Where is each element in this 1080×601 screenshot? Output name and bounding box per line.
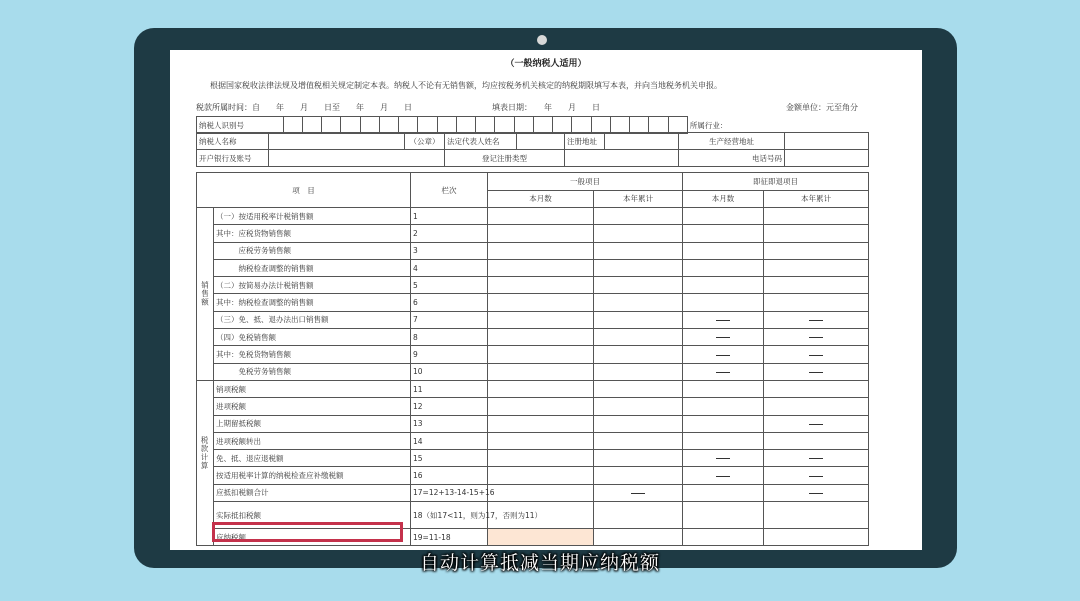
value-cell[interactable] [594,329,683,346]
value-cell[interactable] [488,346,594,363]
value-cell[interactable] [488,311,594,328]
section-sales-label: 销售额 [197,208,214,381]
bank-account-field[interactable] [269,150,445,167]
value-cell[interactable] [764,380,869,397]
value-cell[interactable] [764,259,869,276]
row-index: 13 [411,415,488,432]
row-label: 应税劳务销售额 [214,242,411,259]
payable-tax-cell[interactable] [488,529,594,546]
reg-type-label: 登记注册类型 [445,150,565,167]
id-cell[interactable] [495,117,514,134]
row-label: 其中：应税货物销售额 [214,225,411,242]
phone-field[interactable] [785,150,869,167]
value-cell[interactable] [488,484,594,501]
value-cell[interactable] [764,432,869,449]
value-cell[interactable] [488,225,594,242]
value-cell[interactable] [594,294,683,311]
value-cell[interactable] [594,529,683,546]
row-label: 其中：免税货物销售额 [214,346,411,363]
value-cell[interactable] [594,208,683,225]
value-cell[interactable] [488,432,594,449]
value-cell[interactable] [488,294,594,311]
id-cell[interactable] [379,117,398,134]
row-label: 按适用税率计算的纳税检查应补缴税额 [214,467,411,484]
value-cell[interactable] [594,398,683,415]
reg-address-field[interactable] [605,133,679,150]
id-cell[interactable] [572,117,591,134]
value-cell[interactable] [488,380,594,397]
value-cell[interactable] [594,259,683,276]
value-cell[interactable] [764,398,869,415]
phone-label: 电话号码 [679,150,785,167]
header-month-refund: 本月数 [683,190,764,208]
row-label: 应抵扣税额合计 [214,484,411,501]
na-dash [683,467,764,484]
taxpayer-id-label: 纳税人识别号 [197,117,284,134]
value-cell[interactable] [594,432,683,449]
id-cell[interactable] [302,117,321,134]
row-label: （一）按适用税率计税销售额 [214,208,411,225]
row-index: 19=11-18 [411,529,488,546]
reg-type-field[interactable] [565,150,679,167]
header-index: 栏次 [411,173,488,208]
id-cell[interactable] [341,117,360,134]
fill-date-label: 填表日期： 年 月 日 [492,103,600,112]
na-dash [683,346,764,363]
tax-form-screen [170,50,922,550]
row-index: 17=12+13-14-15+16 [411,484,488,501]
na-dash [683,329,764,346]
id-cell[interactable] [649,117,668,134]
row-label-highlighted: 应纳税额 [214,529,411,546]
row-index: 10 [411,363,488,380]
na-dash [764,467,869,484]
value-cell[interactable] [683,484,764,501]
id-cell[interactable] [399,117,418,134]
biz-address-label: 生产经营地址 [679,133,785,150]
value-cell[interactable] [488,208,594,225]
row-index: 6 [411,294,488,311]
legal-rep-field[interactable] [517,133,565,150]
value-cell[interactable] [488,329,594,346]
value-cell[interactable] [683,415,764,432]
industry-label: 所属行业： [689,120,728,130]
highlight-box [212,522,403,542]
value-cell[interactable] [764,225,869,242]
row-index: 16 [411,467,488,484]
value-cell[interactable] [594,311,683,328]
value-cell[interactable] [683,529,764,546]
form-title: （一般纳税人适用） [505,59,587,69]
value-cell[interactable] [594,467,683,484]
id-cell[interactable] [553,117,572,134]
na-dash [594,484,683,501]
row-index: 1 [411,208,488,225]
row-label: 实际抵扣税额 [214,502,411,529]
value-cell[interactable] [488,467,594,484]
na-dash [764,484,869,501]
value-cell[interactable] [594,225,683,242]
header-year-refund: 本年累计 [764,190,869,208]
value-cell[interactable] [594,242,683,259]
value-cell[interactable] [764,208,869,225]
id-cell[interactable] [456,117,475,134]
na-dash [683,450,764,467]
value-cell[interactable] [488,242,594,259]
unit-label: 金额单位：元至角分 [786,103,858,112]
na-dash [683,311,764,328]
value-cell[interactable] [488,363,594,380]
id-cell[interactable] [322,117,341,134]
value-cell[interactable] [764,502,869,529]
value-cell[interactable] [764,277,869,294]
na-dash [764,450,869,467]
value-cell[interactable] [683,432,764,449]
na-dash [764,415,869,432]
row-index: 3 [411,242,488,259]
na-dash [764,346,869,363]
header-year-general: 本年累计 [594,190,683,208]
row-label: 免、抵、退应退税额 [214,450,411,467]
value-cell[interactable] [594,502,683,529]
row-label: 纳税检查调整的销售额 [214,259,411,276]
id-cell[interactable] [668,117,687,134]
row-index: 18（如17<11，则为17，否则为11） [411,502,488,529]
id-cell[interactable] [630,117,649,134]
video-subtitle: 自动计算抵减当期应纳税额 [419,552,660,574]
row-index: 14 [411,432,488,449]
value-cell[interactable] [683,398,764,415]
header-month-general: 本月数 [488,190,594,208]
value-cell[interactable] [764,294,869,311]
id-cell[interactable] [360,117,379,134]
id-cell[interactable] [533,117,552,134]
header-item: 项 目 [197,173,411,208]
row-index: 7 [411,311,488,328]
value-cell[interactable] [683,294,764,311]
row-index: 9 [411,346,488,363]
value-cell[interactable] [683,242,764,259]
row-index: 15 [411,450,488,467]
value-cell[interactable] [594,415,683,432]
value-cell[interactable] [683,225,764,242]
row-index: 12 [411,398,488,415]
row-label: （三）免、抵、退办法出口销售额 [214,311,411,328]
form-note: 根据国家税收法律法规及增值税相关规定制定本表。纳税人不论有无销售额，均应按税务机关核定的纳税期限填写本表，并向当地税务机关申报。 [210,81,722,90]
legal-rep-label: 法定代表人姓名 [445,133,517,150]
row-index: 11 [411,380,488,397]
taxpayer-detail-table [196,132,869,167]
na-dash [764,363,869,380]
value-cell[interactable] [683,208,764,225]
value-cell[interactable] [488,259,594,276]
value-cell[interactable] [683,259,764,276]
na-dash [764,311,869,328]
row-index: 5 [411,277,488,294]
na-dash [683,363,764,380]
row-label: 免税劳务销售额 [214,363,411,380]
value-cell[interactable] [488,277,594,294]
biz-address-field[interactable] [785,133,869,150]
row-index: 2 [411,225,488,242]
seal-label: （公章） [405,133,445,150]
value-cell[interactable] [683,277,764,294]
value-cell[interactable] [594,380,683,397]
value-cell[interactable] [764,242,869,259]
value-cell[interactable] [488,450,594,467]
value-cell[interactable] [764,529,869,546]
id-cell[interactable] [476,117,495,134]
section-tax-label: 税款计算 [197,380,214,545]
row-label: 其中：纳税检查调整的销售额 [214,294,411,311]
value-cell[interactable] [594,346,683,363]
id-cell[interactable] [283,117,302,134]
row-label: 进项税额转出 [214,432,411,449]
row-label: （二）按简易办法计税销售额 [214,277,411,294]
value-cell[interactable] [594,450,683,467]
camera-dot [537,35,547,45]
row-index: 4 [411,259,488,276]
period-label: 税款所属时间：自 年 月 日至 年 月 日 [196,103,412,112]
header-general: 一般项目 [488,173,683,191]
value-cell[interactable] [594,277,683,294]
na-dash [764,329,869,346]
taxpayer-name-label: 纳税人名称 [197,133,269,150]
id-cell[interactable] [514,117,533,134]
id-cell[interactable] [418,117,437,134]
row-label: 进项税额 [214,398,411,415]
row-label: （四）免税销售额 [214,329,411,346]
id-cell[interactable] [437,117,456,134]
bank-account-label: 开户银行及账号 [197,150,269,167]
value-cell[interactable] [488,415,594,432]
id-cell[interactable] [591,117,610,134]
value-cell[interactable] [488,398,594,415]
value-cell[interactable] [683,502,764,529]
id-cell[interactable] [610,117,629,134]
header-refund: 即征即退项目 [683,173,869,191]
row-label: 上期留抵税额 [214,415,411,432]
taxpayer-name-field[interactable] [269,133,405,150]
row-index: 8 [411,329,488,346]
value-cell[interactable] [594,363,683,380]
reg-address-label: 注册地址 [565,133,605,150]
tax-calc-table [196,172,869,546]
value-cell[interactable] [683,380,764,397]
row-label: 销项税额 [214,380,411,397]
